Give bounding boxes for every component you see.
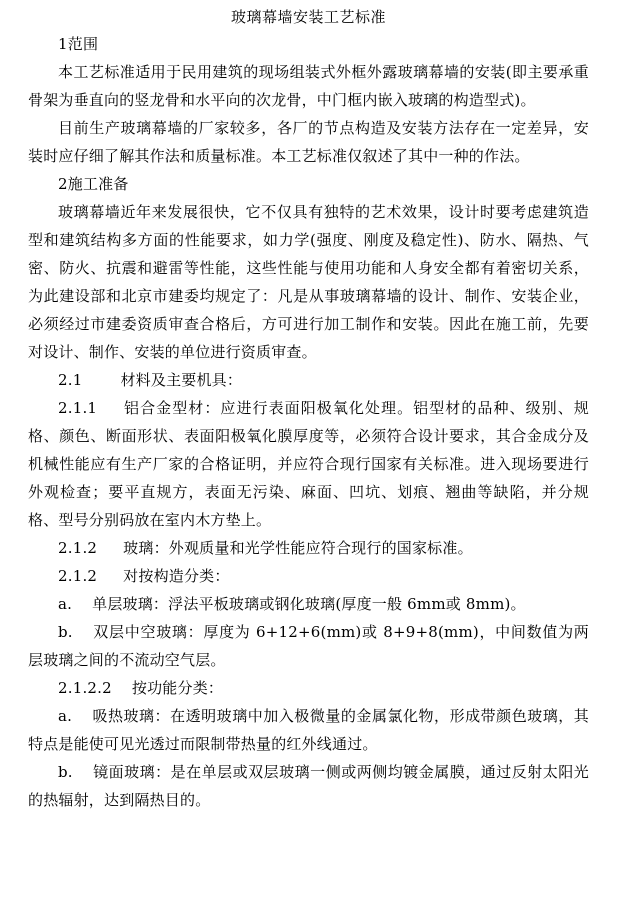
list-item-label: b. bbox=[58, 763, 73, 781]
section-2-1-1 bbox=[28, 394, 589, 534]
list-item-label: a. bbox=[58, 707, 73, 725]
list-item-text: 镜面玻璃：是在单层或双层玻璃一侧或两侧均镀金属膜，通过反射太阳光的热辐射，达到隔热目的。 bbox=[28, 763, 589, 809]
list-item-text: 吸热玻璃：在透明玻璃中加入极微量的金属氯化物，形成带颜色玻璃，其特点是能使可见光透过而限制带热量的红外线通过。 bbox=[28, 707, 589, 753]
list-item-heat-absorbing-glass bbox=[28, 702, 589, 758]
section-2-1-2-structure bbox=[28, 562, 589, 590]
list-item-single-glass bbox=[28, 590, 589, 618]
section-1-paragraph-1: 本工艺标准适用于民用建筑的现场组装式外框外露玻璃幕墙的安装(即主要承重骨架为垂直向的竖龙骨和水平向的次龙骨，中门框内嵌入玻璃的构造型式)。 bbox=[28, 63, 589, 109]
section-2-paragraph-1: 玻璃幕墙近年来发展很快，它不仅具有独特的艺术效果，设计时要考虑建筑造型和建筑结构多方面的性能要求，如力学(强度、刚度及稳定性)、防水、隔热、气密、防火、抗震和避雷等性能，这些性能与使用功能和人身安全都有着密切关系，为此建设部和北京市建委均规定了：凡是从事玻璃幕墙的设计、制作、安装企业，必须经过市建委资质审查合格后，方可进行加工制作和安装。因此在施工前，先要对设计、制作、安装的单位进行资质审查。 bbox=[28, 203, 589, 361]
section-2-1-2-2 bbox=[28, 674, 589, 702]
section-2-1-1-text: 铝合金型材：应进行表面阳极氧化处理。铝型材的品种、级别、规格、颜色、断面形状、表面阳极氧化膜厚度等，必须符合设计要求，其合金成分及机械性能应有生产厂家的合格证明，并应符合现行国家有关标准。进入现场要进行外观检查；要平直规方，表面无污染、麻面、凹坑、划痕、翘曲等缺陷，并分规格、型号分别码放在室内木方垫上。 bbox=[28, 399, 589, 529]
section-2-1-2-structure-text: 对按构造分类： bbox=[123, 567, 230, 585]
section-2-1-text: 材料及主要机具： bbox=[120, 371, 243, 389]
list-item-insulated-glass bbox=[28, 618, 589, 674]
section-2-1-2-2-number: 2.1.2.2 bbox=[58, 679, 112, 697]
list-item-label: b. bbox=[58, 623, 73, 641]
section-2-1-1-number: 2.1.1 bbox=[58, 399, 98, 417]
list-item-text: 双层中空玻璃：厚度为 6+12+6(mm)或 8+9+8(mm)，中间数值为两层玻璃之间的不流动空气层。 bbox=[28, 623, 589, 669]
section-2-heading: 2施工准备 bbox=[58, 175, 129, 193]
section-2-1-2-2-text: 按功能分类： bbox=[131, 679, 224, 697]
section-2-1-2-text: 玻璃：外观质量和光学性能应符合现行的国家标准。 bbox=[123, 539, 473, 557]
section-2-1 bbox=[28, 366, 589, 394]
section-2-1-2 bbox=[28, 534, 589, 562]
list-item-text: 单层玻璃：浮法平板玻璃或钢化玻璃(厚度一般 6mm或 8mm)。 bbox=[92, 595, 526, 613]
section-2-1-2-structure-number: 2.1.2 bbox=[58, 567, 98, 585]
section-2-1-2-number: 2.1.2 bbox=[58, 539, 98, 557]
document-title: 玻璃幕墙安装工艺标准 bbox=[230, 8, 386, 26]
section-2-1-number: 2.1 bbox=[58, 371, 83, 389]
list-item-mirror-glass bbox=[28, 758, 589, 814]
section-1-heading: 1范围 bbox=[58, 35, 99, 53]
section-1-paragraph-2: 目前生产玻璃幕墙的厂家较多，各厂的节点构造及安装方法存在一定差异，安装时应仔细了解其作法和质量标准。本工艺标准仅叙述了其中一种的作法。 bbox=[28, 119, 589, 165]
list-item-label: a. bbox=[58, 595, 73, 613]
